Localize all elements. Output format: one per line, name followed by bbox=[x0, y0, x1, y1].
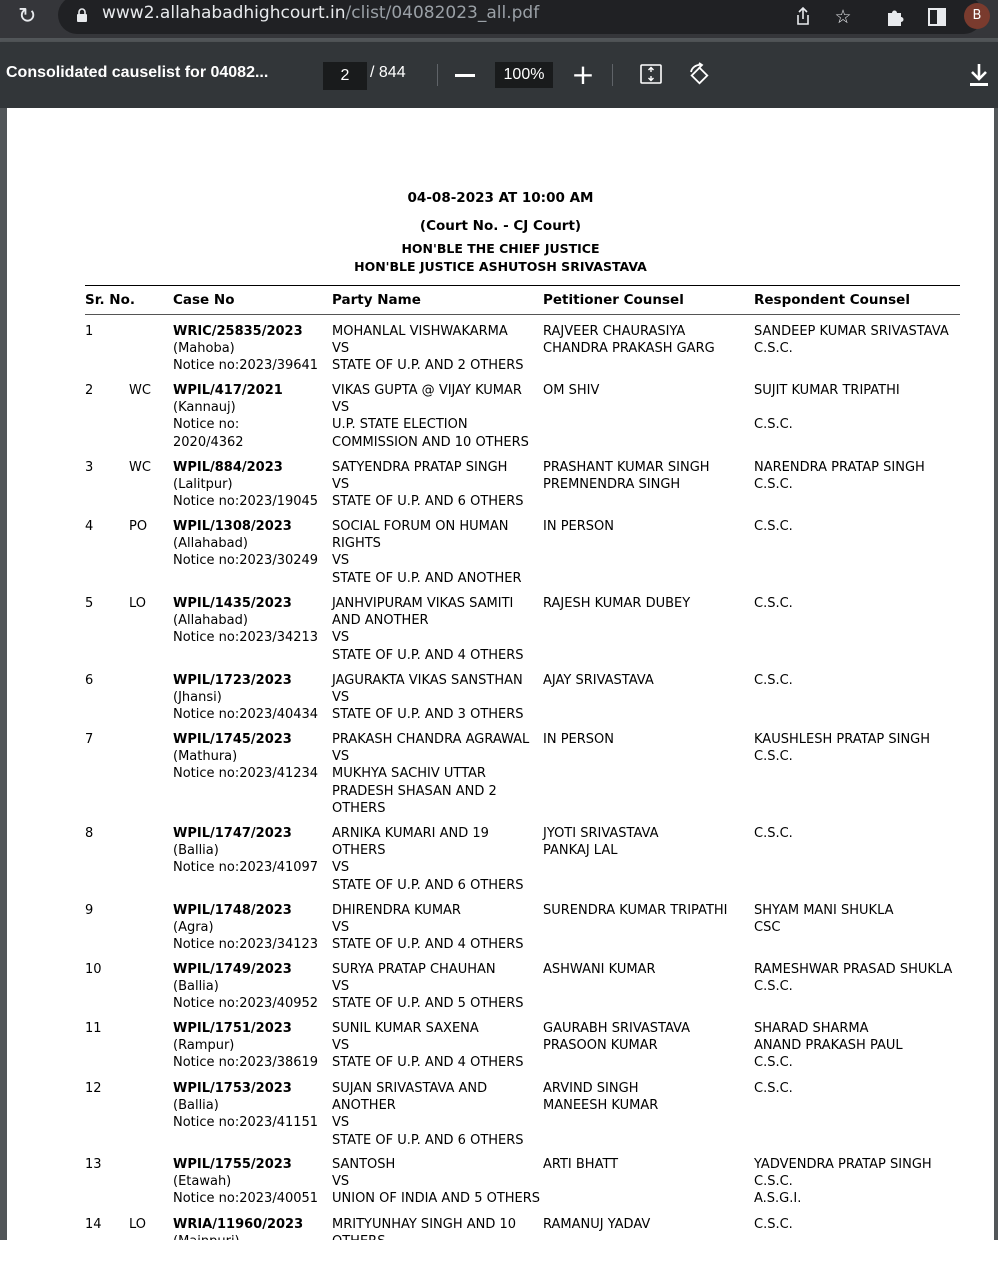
case-detail-line: Notice no:2023/41234 bbox=[173, 766, 319, 782]
row-party-name bbox=[332, 1080, 524, 1149]
toolbar-separator bbox=[612, 64, 613, 86]
case-number: WPIL/1749/2023 bbox=[173, 962, 292, 977]
zoom-out-button[interactable] bbox=[455, 74, 475, 77]
row-party-name bbox=[332, 1156, 540, 1208]
row-tag-text: LO bbox=[129, 1217, 147, 1232]
row-party-name-line: STATE OF U.P. AND 2 OTHERS bbox=[332, 358, 524, 374]
row-petitioner-counsel bbox=[543, 1020, 690, 1054]
case-detail-line: (Mathura) bbox=[173, 749, 238, 765]
row-petitioner-counsel-line: GAURABH SRIVASTAVA bbox=[543, 1021, 690, 1036]
row-respondent-counsel bbox=[754, 382, 900, 434]
case-detail-line: (Agra) bbox=[173, 920, 214, 936]
case-detail-line: Notice no:2023/40434 bbox=[173, 707, 319, 723]
row-sr-no bbox=[85, 672, 93, 689]
row-party-name-line: PRAKASH CHANDRA AGRAWAL bbox=[332, 732, 530, 747]
row-party-name bbox=[332, 518, 522, 587]
row-party-name-line: SANTOSH bbox=[332, 1157, 396, 1172]
row-party-name-line: VS bbox=[332, 920, 350, 936]
row-sr-no-text: 13 bbox=[85, 1157, 102, 1172]
case-detail-line: (Ballia) bbox=[173, 1098, 219, 1114]
row-petitioner-counsel-line: PRASOON KUMAR bbox=[543, 1038, 658, 1054]
row-party-name-line: STATE OF U.P. AND 5 OTHERS bbox=[332, 996, 524, 1012]
row-respondent-counsel-line: RAMESHWAR PRASAD SHUKLA bbox=[754, 962, 953, 977]
row-party-name-line: STATE OF U.P. AND 4 OTHERS bbox=[332, 937, 524, 953]
row-party-name-line: U.P. STATE ELECTION bbox=[332, 417, 468, 433]
url-text bbox=[102, 3, 539, 23]
row-petitioner-counsel bbox=[543, 595, 690, 612]
row-respondent-counsel-line: C.S.C. bbox=[754, 341, 793, 357]
row-respondent-counsel-line: C.S.C. bbox=[754, 1174, 793, 1190]
row-sr-no-text: 6 bbox=[85, 673, 94, 688]
case-detail-line: (Mahoba) bbox=[173, 341, 235, 357]
case-number: WPIL/1745/2023 bbox=[173, 732, 292, 747]
row-respondent-counsel bbox=[754, 595, 793, 612]
row-petitioner-counsel bbox=[543, 902, 728, 919]
row-tag-text: WC bbox=[129, 383, 151, 398]
row-sr-no bbox=[85, 902, 93, 919]
browser-toolbar bbox=[0, 0, 998, 38]
case-number: WPIL/1751/2023 bbox=[173, 1021, 292, 1036]
row-petitioner-counsel-line: IN PERSON bbox=[543, 519, 614, 534]
row-respondent-counsel-line: C.S.C. bbox=[754, 979, 793, 995]
row-respondent-counsel-line: C.S.C. bbox=[754, 477, 793, 493]
row-petitioner-counsel bbox=[543, 961, 655, 978]
row-party-name-line: STATE OF U.P. AND 6 OTHERS bbox=[332, 1132, 524, 1148]
window-bottom bbox=[0, 1240, 998, 1262]
row-petitioner-counsel-line: PREMNENDRA SINGH bbox=[543, 477, 681, 493]
row-petitioner-counsel bbox=[543, 1216, 650, 1233]
row-case-no bbox=[173, 382, 283, 451]
row-party-name-line: VS bbox=[332, 553, 350, 569]
case-detail-line: Notice no:2023/39641 bbox=[173, 358, 319, 374]
row-party-name-line: VS bbox=[332, 1174, 350, 1190]
row-sr-no-text: 12 bbox=[85, 1081, 102, 1096]
case-detail-line: Notice no:2023/41151 bbox=[173, 1115, 319, 1131]
side-panel-icon[interactable] bbox=[924, 4, 950, 30]
row-sr-no bbox=[85, 1216, 102, 1233]
row-sr-no-text: 3 bbox=[85, 460, 94, 475]
row-petitioner-counsel bbox=[543, 518, 614, 535]
row-petitioner-counsel-line: RAMANUJ YADAV bbox=[543, 1217, 651, 1232]
pdf-toolbar bbox=[0, 42, 998, 108]
row-party-name-line: SURYA PRATAP CHAUHAN bbox=[332, 962, 496, 977]
row-party-name-line: MUKHYA SACHIV UTTAR bbox=[332, 766, 486, 782]
row-party-name-line: JAGURAKTA VIKAS SANSTHAN bbox=[332, 673, 523, 688]
row-respondent-counsel bbox=[754, 672, 793, 689]
row-respondent-counsel-line: C.S.C. bbox=[754, 1055, 793, 1071]
row-party-name-line: STATE OF U.P. AND ANOTHER bbox=[332, 570, 522, 586]
row-sr-no-text: 10 bbox=[85, 962, 102, 977]
row-petitioner-counsel-line: PANKAJ LAL bbox=[543, 843, 618, 859]
row-party-name-line: PRADESH SHASAN AND 2 bbox=[332, 783, 497, 799]
row-respondent-counsel-line: CSC bbox=[754, 920, 781, 936]
row-sr-no bbox=[85, 459, 93, 476]
row-tag-text: WC bbox=[129, 460, 151, 475]
row-respondent-counsel bbox=[754, 825, 793, 842]
row-case-no bbox=[173, 1020, 318, 1072]
col-header-sr-no: Sr. No. bbox=[85, 292, 135, 308]
case-detail-line: (Allahabad) bbox=[173, 536, 248, 552]
row-respondent-counsel-line: SHYAM MANI SHUKLA bbox=[754, 903, 894, 918]
row-sr-no-text: 1 bbox=[85, 324, 94, 339]
document-title: Consolidated causelist for 04082... bbox=[6, 64, 269, 81]
row-petitioner-counsel-line: RAJESH KUMAR DUBEY bbox=[543, 596, 691, 611]
row-party-name bbox=[332, 961, 524, 1013]
row-party-name bbox=[332, 459, 524, 511]
row-sr-no bbox=[85, 1080, 102, 1097]
row-petitioner-counsel-line: AJAY SRIVASTAVA bbox=[543, 673, 654, 688]
case-detail-line: Notice no:2023/40952 bbox=[173, 996, 319, 1012]
row-sr-no-text: 2 bbox=[85, 383, 94, 398]
row-party-name-line: OTHERS bbox=[332, 843, 386, 859]
row-respondent-counsel-line: SHARAD SHARMA bbox=[754, 1021, 869, 1036]
row-respondent-counsel bbox=[754, 1080, 793, 1097]
row-respondent-counsel bbox=[754, 518, 793, 535]
row-respondent-counsel-line bbox=[754, 399, 900, 416]
row-respondent-counsel bbox=[754, 731, 930, 765]
row-tag bbox=[129, 518, 147, 535]
case-detail-line: (Jhansi) bbox=[173, 690, 222, 706]
case-detail-line: 2020/4362 bbox=[173, 434, 244, 450]
row-petitioner-counsel bbox=[543, 672, 654, 689]
case-detail-line: Notice no:2023/41097 bbox=[173, 860, 319, 876]
reload-icon[interactable]: ↻ bbox=[18, 4, 37, 29]
row-respondent-counsel bbox=[754, 323, 949, 357]
row-party-name bbox=[332, 595, 524, 664]
case-number: WRIC/25835/2023 bbox=[173, 324, 303, 339]
zoom-level-input[interactable]: 100% bbox=[495, 62, 553, 88]
row-party-name-line: VIKAS GUPTA @ VIJAY KUMAR bbox=[332, 383, 522, 398]
row-respondent-counsel-line: NARENDRA PRATAP SINGH bbox=[754, 460, 925, 475]
row-party-name-line: STATE OF U.P. AND 6 OTHERS bbox=[332, 494, 524, 510]
col-header-case-no: Case No bbox=[173, 292, 235, 308]
row-case-no bbox=[173, 1156, 318, 1208]
row-sr-no-text: 4 bbox=[85, 519, 94, 534]
row-respondent-counsel-line: ANAND PRAKASH PAUL bbox=[754, 1038, 903, 1054]
row-petitioner-counsel bbox=[543, 1080, 658, 1114]
row-sr-no bbox=[85, 731, 93, 748]
case-detail-line: (Kannauj) bbox=[173, 400, 236, 416]
row-petitioner-counsel-line: ARVIND SINGH bbox=[543, 1081, 639, 1096]
row-respondent-counsel-line: C.S.C. bbox=[754, 749, 793, 765]
row-party-name bbox=[332, 731, 529, 817]
toolbar-separator bbox=[437, 64, 438, 86]
row-party-name-line: MOHANLAL VISHWAKARMA bbox=[332, 324, 508, 339]
row-petitioner-counsel bbox=[543, 323, 715, 357]
row-petitioner-counsel-line: IN PERSON bbox=[543, 732, 614, 747]
row-party-name-line: STATE OF U.P. AND 3 OTHERS bbox=[332, 707, 524, 723]
row-party-name-line: SUNIL KUMAR SAXENA bbox=[332, 1021, 479, 1036]
case-number: WPIL/1748/2023 bbox=[173, 903, 292, 918]
row-respondent-counsel-line: YADVENDRA PRATAP SINGH bbox=[754, 1157, 932, 1172]
row-sr-no bbox=[85, 323, 93, 340]
case-detail-line: Notice no:2023/34213 bbox=[173, 630, 319, 646]
row-sr-no-text: 7 bbox=[85, 732, 94, 747]
row-petitioner-counsel bbox=[543, 731, 614, 748]
row-respondent-counsel-line: C.S.C. bbox=[754, 826, 793, 841]
profile-avatar[interactable]: B bbox=[964, 3, 990, 29]
page-number-input[interactable] bbox=[323, 62, 367, 90]
row-party-name bbox=[332, 382, 529, 451]
row-tag bbox=[129, 459, 151, 476]
court-number: (Court No. - CJ Court) bbox=[419, 218, 582, 234]
row-respondent-counsel bbox=[754, 1216, 793, 1233]
row-respondent-counsel-line: A.S.G.I. bbox=[754, 1191, 802, 1207]
row-petitioner-counsel bbox=[543, 459, 710, 493]
case-detail-line: (Ballia) bbox=[173, 979, 219, 995]
case-number: WPIL/1753/2023 bbox=[173, 1081, 292, 1096]
row-case-no bbox=[173, 961, 318, 1013]
row-case-no bbox=[173, 1080, 318, 1132]
case-detail-line: (Ballia) bbox=[173, 843, 219, 859]
col-header-party-name: Party Name bbox=[332, 292, 421, 308]
row-sr-no-text: 8 bbox=[85, 826, 94, 841]
row-party-name-line: UNION OF INDIA AND 5 OTHERS bbox=[332, 1191, 541, 1207]
extensions-puzzle-icon[interactable] bbox=[882, 4, 908, 30]
row-party-name-line: VS bbox=[332, 979, 350, 995]
row-case-no bbox=[173, 672, 318, 724]
row-sr-no bbox=[85, 382, 93, 399]
row-party-name-line: VS bbox=[332, 400, 350, 416]
url-host: www2.allahabadhighcourt.in bbox=[102, 3, 346, 23]
row-party-name-line: ARNIKA KUMARI AND 19 bbox=[332, 826, 489, 841]
row-case-no bbox=[173, 459, 318, 511]
case-detail-line: (Allahabad) bbox=[173, 613, 248, 629]
row-petitioner-counsel-line: JYOTI SRIVASTAVA bbox=[543, 826, 659, 841]
case-detail-line: (Rampur) bbox=[173, 1038, 235, 1054]
row-petitioner-counsel-line: OM SHIV bbox=[543, 383, 600, 398]
row-tag-text: PO bbox=[129, 519, 148, 534]
row-respondent-counsel-line: C.S.C. bbox=[754, 417, 793, 433]
row-party-name-line: RIGHTS bbox=[332, 536, 381, 552]
case-detail-line: Notice no:2023/40051 bbox=[173, 1191, 319, 1207]
url-path: /clist/04082023_all.pdf bbox=[345, 3, 540, 23]
row-petitioner-counsel-line: PRASHANT KUMAR SINGH bbox=[543, 460, 710, 475]
row-sr-no bbox=[85, 1156, 102, 1173]
pdf-page bbox=[7, 108, 994, 1240]
case-detail-line: Notice no:2023/38619 bbox=[173, 1055, 319, 1071]
row-sr-no bbox=[85, 825, 93, 842]
case-number: WPIL/884/2023 bbox=[173, 460, 283, 475]
row-party-name-line: AND ANOTHER bbox=[332, 613, 429, 629]
row-respondent-counsel bbox=[754, 459, 925, 493]
row-party-name-line: MRITYUNHAY SINGH AND 10 bbox=[332, 1217, 517, 1232]
row-case-no bbox=[173, 323, 318, 375]
row-party-name bbox=[332, 672, 524, 724]
case-detail-line: (Lalitpur) bbox=[173, 477, 233, 493]
row-party-name-line: STATE OF U.P. AND 4 OTHERS bbox=[332, 647, 524, 663]
row-petitioner-counsel-line: RAJVEER CHAURASIYA bbox=[543, 324, 686, 339]
row-case-no bbox=[173, 518, 318, 570]
row-party-name-line: SATYENDRA PRATAP SINGH bbox=[332, 460, 508, 475]
row-party-name-line: VS bbox=[332, 860, 350, 876]
row-petitioner-counsel bbox=[543, 382, 599, 399]
row-party-name-line: COMMISSION AND 10 OTHERS bbox=[332, 434, 529, 450]
row-petitioner-counsel bbox=[543, 1156, 618, 1173]
row-party-name-line: VS bbox=[332, 341, 350, 357]
row-sr-no-text: 14 bbox=[85, 1217, 102, 1232]
row-party-name-line: SUJAN SRIVASTAVA AND bbox=[332, 1081, 488, 1096]
row-respondent-counsel-line: C.S.C. bbox=[754, 1081, 793, 1096]
row-respondent-counsel-line: C.S.C. bbox=[754, 596, 793, 611]
row-petitioner-counsel-line: MANEESH KUMAR bbox=[543, 1098, 659, 1114]
row-sr-no bbox=[85, 518, 93, 535]
row-respondent-counsel-line: SUJIT KUMAR TRIPATHI bbox=[754, 383, 900, 398]
row-respondent-counsel-line: KAUSHLESH PRATAP SINGH bbox=[754, 732, 931, 747]
header-rule bbox=[85, 285, 960, 286]
case-detail-line: (Etawah) bbox=[173, 1174, 232, 1190]
row-sr-no bbox=[85, 595, 93, 612]
row-sr-no-text: 5 bbox=[85, 596, 94, 611]
row-tag bbox=[129, 595, 146, 612]
row-party-name bbox=[332, 323, 524, 375]
bookmark-star-icon[interactable]: ☆ bbox=[834, 6, 852, 28]
row-sr-no-text: 11 bbox=[85, 1021, 102, 1036]
row-petitioner-counsel-line: SURENDRA KUMAR TRIPATHI bbox=[543, 903, 728, 918]
row-party-name bbox=[332, 902, 524, 954]
lock-icon bbox=[76, 8, 88, 22]
row-case-no bbox=[173, 731, 318, 783]
row-party-name-line: VS bbox=[332, 1115, 350, 1131]
case-detail-line: Notice no:2023/30249 bbox=[173, 553, 319, 569]
row-respondent-counsel-line: C.S.C. bbox=[754, 519, 793, 534]
row-party-name-line: VS bbox=[332, 1038, 350, 1054]
row-tag bbox=[129, 1216, 146, 1233]
row-respondent-counsel bbox=[754, 1020, 903, 1072]
case-number: WPIL/1755/2023 bbox=[173, 1157, 292, 1172]
row-petitioner-counsel-line: ASHWANI KUMAR bbox=[543, 962, 656, 977]
row-party-name-line: VS bbox=[332, 630, 350, 646]
page-total: / 844 bbox=[370, 64, 406, 81]
row-sr-no-text: 9 bbox=[85, 903, 94, 918]
row-petitioner-counsel bbox=[543, 825, 658, 859]
case-number: WRIA/11960/2023 bbox=[173, 1217, 304, 1232]
row-sr-no bbox=[85, 1020, 102, 1037]
row-party-name-line: ANOTHER bbox=[332, 1098, 396, 1114]
row-respondent-counsel bbox=[754, 1156, 932, 1208]
causelist-date: 04-08-2023 AT 10:00 AM bbox=[407, 190, 594, 206]
case-number: WPIL/1747/2023 bbox=[173, 826, 292, 841]
case-detail-line: Notice no: bbox=[173, 417, 240, 433]
row-respondent-counsel bbox=[754, 902, 894, 936]
row-petitioner-counsel-line: ARTI BHATT bbox=[543, 1157, 619, 1172]
row-tag-text: LO bbox=[129, 596, 147, 611]
row-party-name bbox=[332, 1020, 524, 1072]
row-sr-no bbox=[85, 961, 102, 978]
row-case-no bbox=[173, 595, 318, 647]
case-detail-line: Notice no:2023/19045 bbox=[173, 494, 319, 510]
row-tag bbox=[129, 382, 151, 399]
download-icon[interactable] bbox=[968, 62, 990, 88]
col-header-petitioner-counsel: Petitioner Counsel bbox=[543, 292, 684, 308]
col-header-respondent-counsel: Respondent Counsel bbox=[754, 292, 910, 308]
row-party-name-line: SOCIAL FORUM ON HUMAN bbox=[332, 519, 509, 534]
row-party-name-line: OTHERS bbox=[332, 800, 386, 816]
row-respondent-counsel bbox=[754, 961, 952, 995]
row-petitioner-counsel-line: CHANDRA PRAKASH GARG bbox=[543, 341, 715, 357]
row-case-no bbox=[173, 825, 318, 877]
row-party-name-line: VS bbox=[332, 749, 350, 765]
row-party-name bbox=[332, 825, 524, 894]
case-number: WPIL/1308/2023 bbox=[173, 519, 292, 534]
case-number: WPIL/417/2021 bbox=[173, 383, 283, 398]
row-party-name-line: JANHVIPURAM VIKAS SAMITI bbox=[332, 596, 514, 611]
case-number: WPIL/1723/2023 bbox=[173, 673, 292, 688]
row-respondent-counsel-line: C.S.C. bbox=[754, 1217, 793, 1232]
table-header-rule bbox=[85, 314, 960, 315]
share-icon[interactable] bbox=[790, 4, 816, 30]
row-party-name-line: DHIRENDRA KUMAR bbox=[332, 903, 461, 918]
row-respondent-counsel-line: SANDEEP KUMAR SRIVASTAVA bbox=[754, 324, 949, 339]
rotate-icon[interactable] bbox=[686, 62, 712, 88]
row-party-name-line: VS bbox=[332, 477, 350, 493]
row-party-name-line: STATE OF U.P. AND 6 OTHERS bbox=[332, 877, 524, 893]
case-number: WPIL/1435/2023 bbox=[173, 596, 292, 611]
fit-to-page-icon[interactable] bbox=[640, 64, 662, 84]
bench-judge-1: HON'BLE THE CHIEF JUSTICE bbox=[401, 241, 600, 256]
row-respondent-counsel-line: C.S.C. bbox=[754, 673, 793, 688]
row-party-name-line: STATE OF U.P. AND 4 OTHERS bbox=[332, 1055, 524, 1071]
zoom-in-button[interactable]: + bbox=[571, 58, 595, 91]
case-detail-line: Notice no:2023/34123 bbox=[173, 937, 319, 953]
row-case-no bbox=[173, 902, 318, 954]
row-party-name-line: VS bbox=[332, 690, 350, 706]
bench-judge-2: HON'BLE JUSTICE ASHUTOSH SRIVASTAVA bbox=[354, 259, 647, 274]
